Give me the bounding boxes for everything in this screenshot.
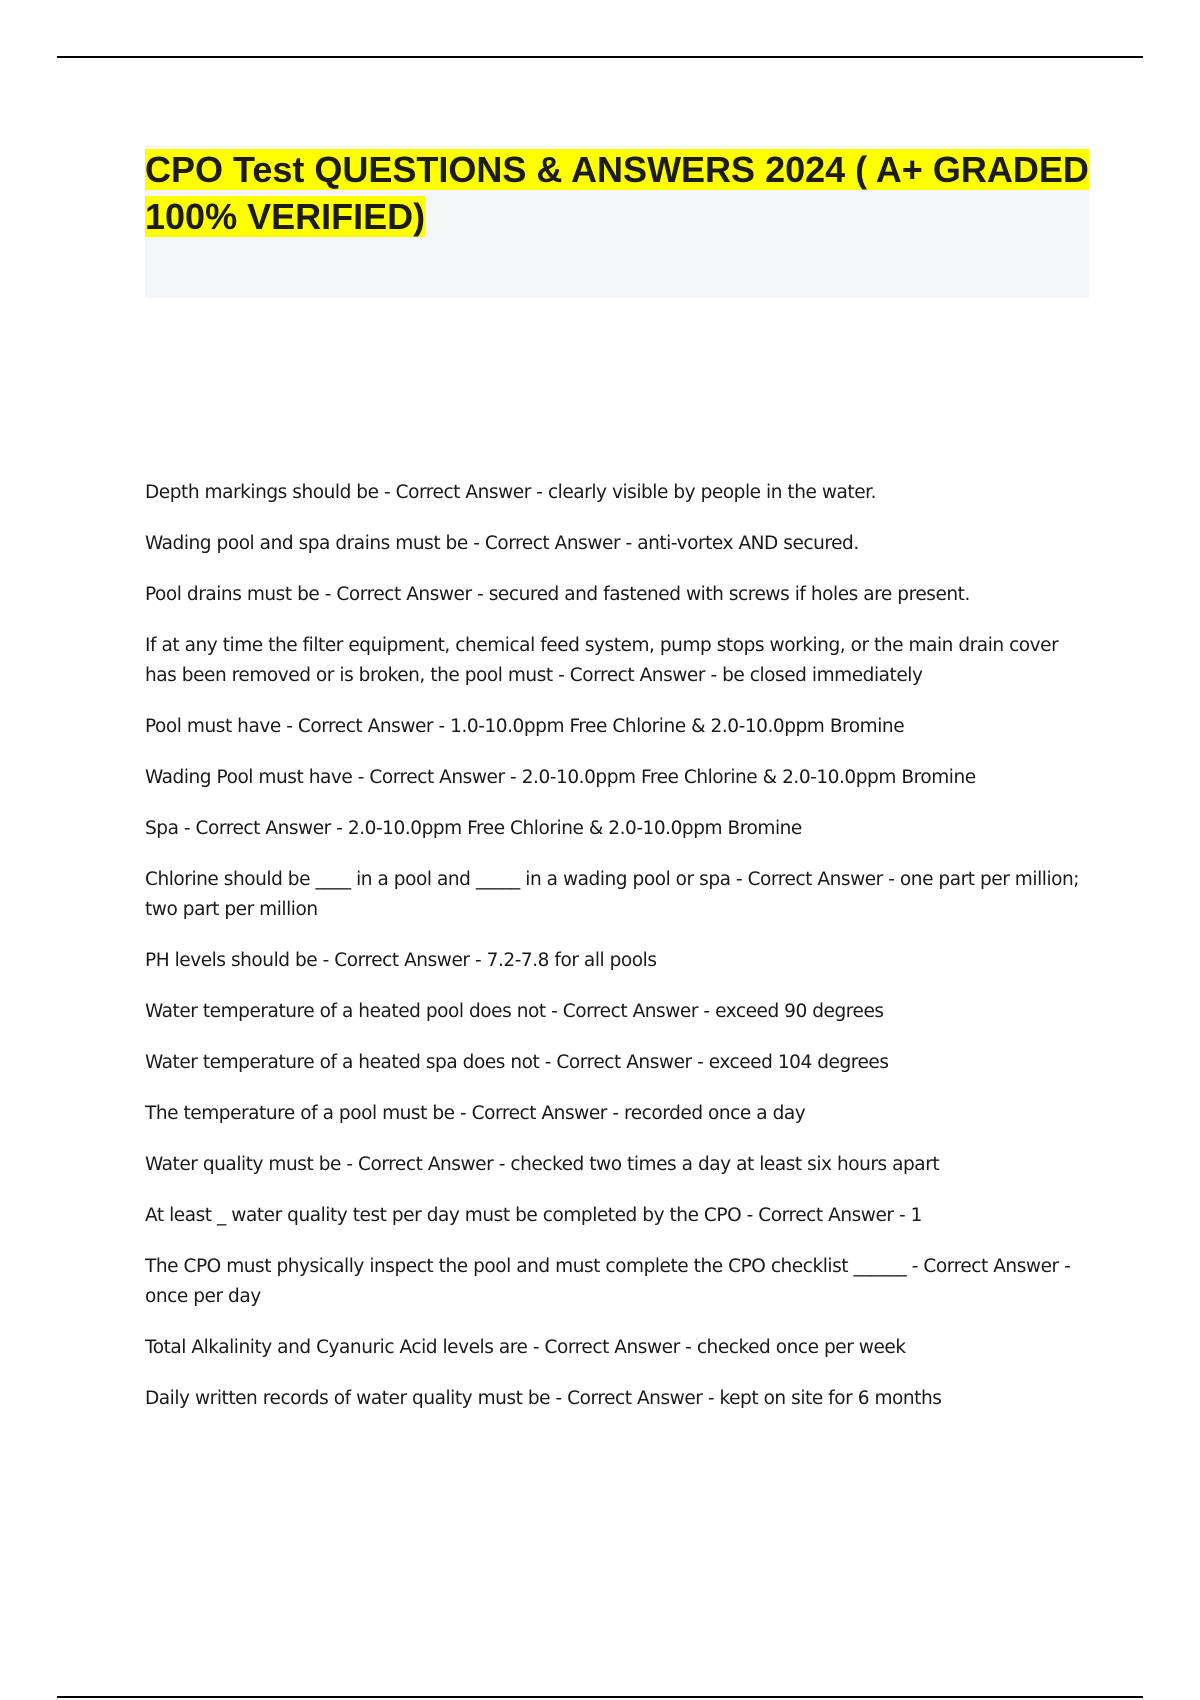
qa-item: At least _ water quality test per day must be completed by the CPO - Correct Answer - 1 xyxy=(145,1205,922,1226)
qa-list xyxy=(145,478,1091,1435)
qa-item: Wading Pool must have - Correct Answer - 2.0-10.0ppm Free Chlorine & 2.0-10.0ppm Bromine xyxy=(145,767,976,788)
qa-item: If at any time the filter equipment, chemical feed system, pump stops working, or the main drain cover has been removed or is broken, the pool must - Correct Answer - be closed immediately xyxy=(145,635,1059,686)
qa-item: Water temperature of a heated spa does not - Correct Answer - exceed 104 degrees xyxy=(145,1052,889,1073)
qa-item: Daily written records of water quality must be - Correct Answer - kept on site for 6 months xyxy=(145,1388,942,1409)
title-block xyxy=(145,146,1089,298)
bottom-rule xyxy=(57,1696,1143,1698)
qa-item: Wading pool and spa drains must be - Correct Answer - anti-vortex AND secured. xyxy=(145,533,859,554)
document-title xyxy=(145,146,1089,240)
qa-item: Pool drains must be - Correct Answer - secured and fastened with screws if holes are present. xyxy=(145,584,970,605)
qa-item: Pool must have - Correct Answer - 1.0-10.0ppm Free Chlorine & 2.0-10.0ppm Bromine xyxy=(145,716,905,737)
top-rule xyxy=(57,56,1143,58)
qa-item: Depth markings should be - Correct Answer - clearly visible by people in the water. xyxy=(145,482,877,503)
qa-item: The CPO must physically inspect the pool and must complete the CPO checklist ______ - Correct Answer - once per day xyxy=(145,1256,1071,1307)
qa-item: PH levels should be - Correct Answer - 7.2-7.8 for all pools xyxy=(145,950,657,971)
qa-item: Total Alkalinity and Cyanuric Acid levels are - Correct Answer - checked once per week xyxy=(145,1337,906,1358)
qa-item: Chlorine should be ____ in a pool and _____ in a wading pool or spa - Correct Answer - one part per million; two part per million xyxy=(145,869,1080,920)
qa-item: The temperature of a pool must be - Correct Answer - recorded once a day xyxy=(145,1103,806,1124)
qa-item: Water quality must be - Correct Answer - checked two times a day at least six hours apart xyxy=(145,1154,940,1175)
title-highlight: CPO Test QUESTIONS & ANSWERS 2024 ( A+ GRADED 100% VERIFIED) xyxy=(145,149,1089,237)
qa-item: Water temperature of a heated pool does not - Correct Answer - exceed 90 degrees xyxy=(145,1001,884,1022)
qa-item: Spa - Correct Answer - 2.0-10.0ppm Free Chlorine & 2.0-10.0ppm Bromine xyxy=(145,818,802,839)
